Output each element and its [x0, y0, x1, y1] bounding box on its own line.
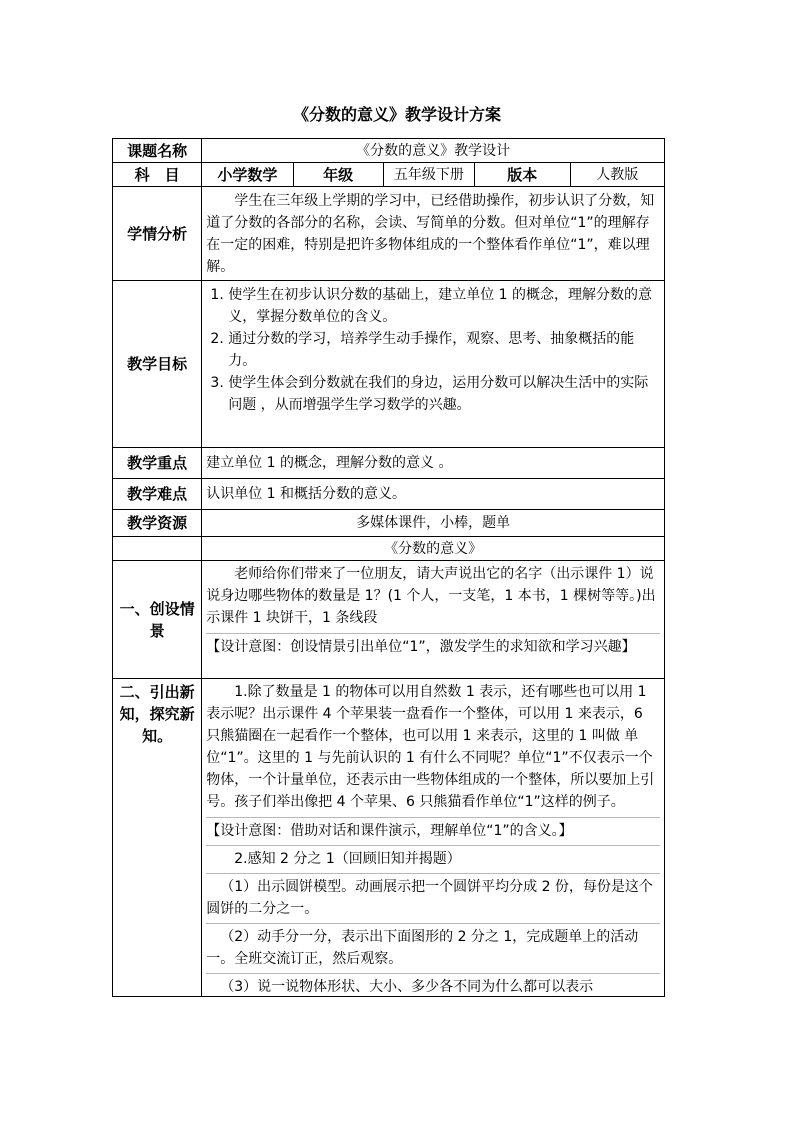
goal-item: 1. 使学生在初步认识分数的基础上，建立单位 1 的概念，理解分数的意义，掌握分数单位的含义。 [228, 284, 660, 328]
resources-text: 多媒体课件，小棒，题单 [202, 510, 665, 537]
step1-design-note: 【设计意图：创设情景引出单位“1”，激发学生的求知欲和学习兴趣】 [206, 633, 660, 658]
difficulty-text: 认识单位 1 和概括分数的意义。 [202, 479, 665, 510]
step2-paragraph: （3）说一说物体形状、大小、多少各不同为什么都可以表示 [206, 973, 660, 995]
resources-label: 教学资源 [113, 510, 202, 537]
edition-value: 人教版 [570, 163, 665, 187]
key-label: 教学重点 [113, 448, 202, 479]
analysis-label: 学情分析 [113, 187, 202, 281]
subject-value: 小学数学 [202, 163, 293, 187]
subject-label: 科 目 [113, 163, 202, 187]
key-row [113, 448, 665, 479]
step2-paragraph: 1.除了数量是 1 的物体可以用自然数 1 表示，还有哪些也可以用 1 表示呢？出示课件 4 个苹果装一盘看作一个整体，可以用 1 来表示，6 只熊猫圈在一起看作一个整体，也可以用 1 来表示，这里的 1 叫做 单位“1”。这里的 1 与先前认识的 1 有什么不同呢？单位“1”不仅表示一个物体，一个计量单位，还表示由一些物体组成的一个整体，所以要加上引号。孩子们举出像把 4 个苹果、6 只熊猫看作单位“1”这样的例子。 [206, 684, 655, 810]
goal-item: 2. 通过分数的学习，培养学生动手操作，观察、思考、抽象概括的能力。 [228, 328, 660, 372]
difficulty-label: 教学难点 [113, 479, 202, 510]
step1-label: 一、创设情景 [113, 561, 202, 679]
step2-label: 二、引出新知，探究新知。 [113, 679, 202, 997]
step2-paragraph: （1）出示圆饼模型。动画展示把一个圆饼平均分成 2 份，每份是这个圆饼的二分之一。 [206, 873, 660, 920]
goals-list [206, 284, 660, 416]
difficulty-row [113, 479, 665, 510]
grade-label: 年级 [293, 163, 383, 187]
document-title: 《分数的意义》教学设计方案 [292, 105, 501, 124]
analysis-text: 学生在三年级上学期的学习中，已经借助操作，初步认识了分数，知道了分数的各部分的名称，会读、写简单的分数。但对单位“1”的理解存在一定的困难，特别是把许多物体组成的一个整体看作单位“1”，难以理解。 [206, 192, 655, 275]
step2-paragraph: （2）动手分一分，表示出下面图形的 2 分之 1，完成题单上的活动一。全班交流订正，然后观察。 [206, 923, 660, 970]
step2-design-note: 【设计意图：借助对话和课件演示，理解单位“1”的含义。】 [206, 817, 660, 842]
goals-label: 教学目标 [113, 281, 202, 448]
step2-subheading: 2.感知 2 分之 1（回顾旧知并揭题） [206, 845, 660, 870]
key-text: 建立单位 1 的概念，理解分数的意义 。 [202, 448, 665, 479]
step1-row [113, 561, 665, 679]
lesson-plan-table [112, 138, 665, 997]
topic-label: 课题名称 [113, 139, 202, 163]
topic-value: 《分数的意义》教学设计 [202, 139, 665, 163]
edition-label: 版本 [475, 163, 570, 187]
goal-item: 3. 使学生体会到分数就在我们的身边，运用分数可以解决生活中的实际问题 ，从而增强学生学习数学的兴趣。 [228, 372, 660, 416]
resources-row [113, 510, 665, 537]
subject-row [113, 163, 665, 187]
goals-row [113, 281, 665, 448]
section-title-row [113, 537, 665, 561]
topic-row [113, 139, 665, 163]
grade-value: 五年级下册 [383, 163, 474, 187]
section-title: 《分数的意义》 [202, 537, 665, 561]
step2-row [113, 679, 665, 997]
analysis-row [113, 187, 665, 281]
step1-text: 老师给你们带来了一位朋友，请大声说出它的名字（出示课件 1）说说身边哪些物体的数量是 1？(1 个人，一支笔，1 本书，1 棵树等等。)出示课件 1 块饼干，1 条线段 [206, 566, 656, 626]
